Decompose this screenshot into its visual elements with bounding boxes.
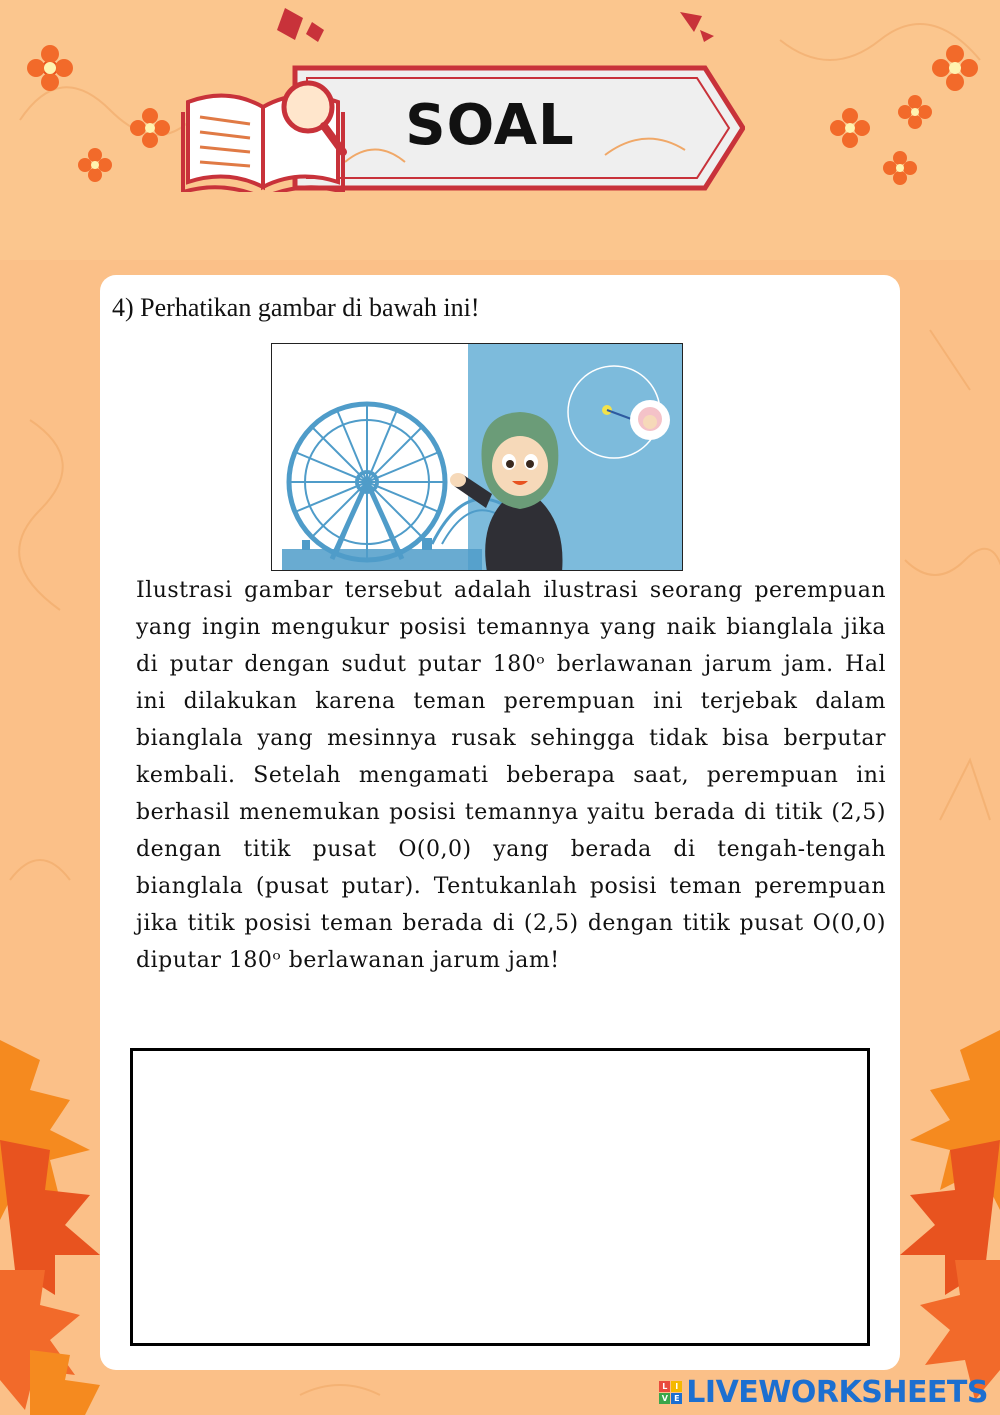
girl-character <box>450 412 563 571</box>
watermark-text: LIVEWORKSHEETS <box>686 1374 988 1410</box>
logo-letter: I <box>671 1381 682 1392</box>
question-body-text: Ilustrasi gambar tersebut adalah ilustrasi seorang perempuan yang ingin mengukur posisi temannya yang naik bianglala jika di putar dengan sudut putar 180ᵒ berlawanan jarum jam. Hal ini dilakukan karena teman perempuan ini terjebak dalam bianglala yang mesinnya rusak sehingga tidak bisa berputar kembali. Setelah mengamati beberapa saat, perempuan ini berhasil menemukan posisi temannya yaitu berada di titik (2,5) dengan titik pusat O(0,0) yang berada di tengah-tengah bianglala (pusat putar). Tentukanlah posisi teman perempuan jika titik posisi teman berada di (2,5) dengan titik pusat O(0,0) diputar 180ᵒ berlawanan jarum jam! <box>136 578 886 973</box>
question-heading: 4) Perhatikan gambar di bawah ini! <box>112 293 480 322</box>
header-banner <box>285 60 735 190</box>
ferris-wheel-scene <box>272 344 683 571</box>
logo-letter: L <box>659 1381 670 1392</box>
liveworksheets-watermark[interactable] <box>659 1375 988 1409</box>
question-card <box>100 275 900 1370</box>
logo-letter: E <box>671 1393 682 1404</box>
answer-field[interactable] <box>130 1048 870 1346</box>
question-illustration <box>271 343 683 571</box>
page-title: SOAL <box>405 92 575 158</box>
autumn-leaf-icon <box>0 1040 100 1415</box>
book-magnifier-icon <box>178 72 348 192</box>
autumn-leaf-icon <box>900 1030 1000 1400</box>
liveworksheets-logo-icon <box>659 1381 682 1404</box>
logo-letter: V <box>659 1393 670 1404</box>
